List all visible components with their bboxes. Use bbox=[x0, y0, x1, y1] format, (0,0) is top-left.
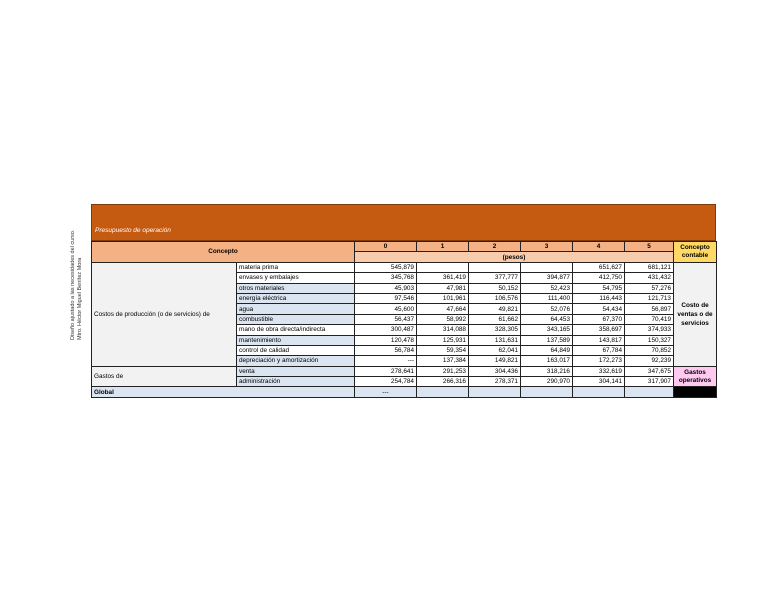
value-cell[interactable]: 54,434 bbox=[573, 304, 625, 314]
value-cell[interactable]: 111,400 bbox=[521, 293, 573, 303]
row-label: otros materiales bbox=[237, 283, 355, 293]
value-cell[interactable]: --- bbox=[355, 356, 417, 366]
value-cell[interactable]: 412,750 bbox=[573, 273, 625, 283]
value-cell[interactable]: 97,546 bbox=[355, 293, 417, 303]
year-header: 2 bbox=[469, 242, 521, 252]
value-cell[interactable]: 328,305 bbox=[469, 325, 521, 335]
value-cell[interactable]: 120,478 bbox=[355, 335, 417, 345]
value-cell[interactable]: 70,419 bbox=[625, 314, 674, 324]
value-cell[interactable]: 304,436 bbox=[469, 366, 521, 376]
value-cell[interactable]: 50,152 bbox=[469, 283, 521, 293]
value-cell[interactable]: 47,981 bbox=[417, 283, 469, 293]
value-cell[interactable]: 361,419 bbox=[417, 273, 469, 283]
year-header: 5 bbox=[625, 242, 674, 252]
value-cell[interactable]: 59,354 bbox=[417, 345, 469, 355]
value-cell[interactable]: 266,316 bbox=[417, 377, 469, 387]
value-cell[interactable]: 52,423 bbox=[521, 283, 573, 293]
account-costo-ventas: Costo de ventas o de servicios bbox=[674, 262, 717, 366]
value-cell[interactable]: 70,852 bbox=[625, 345, 674, 355]
value-cell[interactable]: 278,371 bbox=[469, 377, 521, 387]
value-cell[interactable]: 45,903 bbox=[355, 283, 417, 293]
year-header: 1 bbox=[417, 242, 469, 252]
value-cell[interactable]: 56,897 bbox=[625, 304, 674, 314]
units-label: (pesos) bbox=[355, 252, 674, 262]
value-cell[interactable]: 347,675 bbox=[625, 366, 674, 376]
value-cell[interactable]: 278,641 bbox=[355, 366, 417, 376]
value-cell[interactable]: 545,879 bbox=[355, 262, 417, 272]
year-header: 3 bbox=[521, 242, 573, 252]
value-cell[interactable]: 125,931 bbox=[417, 335, 469, 345]
global-value-cell[interactable] bbox=[625, 387, 674, 397]
global-value-cell[interactable] bbox=[469, 387, 521, 397]
row-label: agua bbox=[237, 304, 355, 314]
global-account-cell bbox=[674, 387, 717, 397]
value-cell[interactable]: 67,784 bbox=[573, 345, 625, 355]
value-cell[interactable]: 58,992 bbox=[417, 314, 469, 324]
value-cell[interactable]: 47,664 bbox=[417, 304, 469, 314]
row-label: energía eléctrica bbox=[237, 293, 355, 303]
value-cell[interactable]: 149,821 bbox=[469, 356, 521, 366]
year-header: 4 bbox=[573, 242, 625, 252]
value-cell[interactable] bbox=[469, 262, 521, 272]
value-cell[interactable]: 317,907 bbox=[625, 377, 674, 387]
row-label: venta bbox=[237, 366, 355, 376]
value-cell[interactable]: 57,276 bbox=[625, 283, 674, 293]
value-cell[interactable]: 314,088 bbox=[417, 325, 469, 335]
row-label: control de calidad bbox=[237, 345, 355, 355]
concepto-header: Concepto bbox=[92, 242, 355, 263]
concepto-contable-header: Concepto contable bbox=[674, 242, 717, 263]
value-cell[interactable]: 116,443 bbox=[573, 293, 625, 303]
value-cell[interactable]: 143,817 bbox=[573, 335, 625, 345]
value-cell[interactable]: 61,662 bbox=[469, 314, 521, 324]
value-cell[interactable]: 121,713 bbox=[625, 293, 674, 303]
row-label: administración bbox=[237, 377, 355, 387]
global-row bbox=[92, 387, 717, 397]
account-gastos-operativos: Gastos operativos bbox=[674, 366, 717, 387]
value-cell[interactable]: 374,933 bbox=[625, 325, 674, 335]
value-cell[interactable]: 300,487 bbox=[355, 325, 417, 335]
budget-sheet bbox=[91, 204, 716, 398]
value-cell[interactable]: 64,849 bbox=[521, 345, 573, 355]
value-cell[interactable]: 343,165 bbox=[521, 325, 573, 335]
value-cell[interactable]: 431,432 bbox=[625, 273, 674, 283]
value-cell[interactable] bbox=[521, 262, 573, 272]
value-cell[interactable]: 345,768 bbox=[355, 273, 417, 283]
value-cell[interactable]: 150,327 bbox=[625, 335, 674, 345]
value-cell[interactable]: 54,795 bbox=[573, 283, 625, 293]
global-value-cell[interactable] bbox=[573, 387, 625, 397]
side-note-line-1: Diseño ajustado a las necesidades del curso. bbox=[70, 229, 76, 340]
value-cell[interactable]: 291,253 bbox=[417, 366, 469, 376]
table-row bbox=[92, 262, 717, 272]
value-cell[interactable]: 56,437 bbox=[355, 314, 417, 324]
value-cell[interactable]: 332,619 bbox=[573, 366, 625, 376]
value-cell[interactable]: 106,576 bbox=[469, 293, 521, 303]
value-cell[interactable]: 254,784 bbox=[355, 377, 417, 387]
value-cell[interactable]: 101,961 bbox=[417, 293, 469, 303]
value-cell[interactable]: 67,370 bbox=[573, 314, 625, 324]
value-cell[interactable]: 137,384 bbox=[417, 356, 469, 366]
value-cell[interactable]: 64,453 bbox=[521, 314, 573, 324]
value-cell[interactable]: 394,877 bbox=[521, 273, 573, 283]
value-cell[interactable]: 681,121 bbox=[625, 262, 674, 272]
row-label: depreciación y amortización bbox=[237, 356, 355, 366]
global-value-cell[interactable]: --- bbox=[355, 387, 417, 397]
side-note-line-2: Mtro. Héctor Miguel Benítez Mora bbox=[77, 257, 84, 340]
row-label: mantenimiento bbox=[237, 335, 355, 345]
costos-group-label: Costos de producción (o de servicios) de bbox=[92, 262, 237, 366]
value-cell[interactable]: 651,627 bbox=[573, 262, 625, 272]
value-cell[interactable]: 358,697 bbox=[573, 325, 625, 335]
value-cell[interactable]: 304,141 bbox=[573, 377, 625, 387]
table-row bbox=[92, 366, 717, 376]
value-cell[interactable]: 137,589 bbox=[521, 335, 573, 345]
value-cell[interactable]: 52,076 bbox=[521, 304, 573, 314]
side-note bbox=[70, 220, 84, 340]
value-cell[interactable]: 131,631 bbox=[469, 335, 521, 345]
gastos-group-label: Gastos de bbox=[92, 366, 237, 387]
row-label: materia prima bbox=[237, 262, 355, 272]
value-cell[interactable]: 163,017 bbox=[521, 356, 573, 366]
global-value-cell[interactable] bbox=[417, 387, 469, 397]
global-value-cell[interactable] bbox=[521, 387, 573, 397]
value-cell[interactable]: 377,777 bbox=[469, 273, 521, 283]
row-label: combustible bbox=[237, 314, 355, 324]
budget-table bbox=[91, 241, 717, 398]
value-cell[interactable]: 49,821 bbox=[469, 304, 521, 314]
value-cell[interactable] bbox=[417, 262, 469, 272]
value-cell[interactable]: 56,784 bbox=[355, 345, 417, 355]
value-cell[interactable]: 92,239 bbox=[625, 356, 674, 366]
row-label: envases y embalajes bbox=[237, 273, 355, 283]
value-cell[interactable]: 290,970 bbox=[521, 377, 573, 387]
title-banner bbox=[91, 204, 716, 241]
header-row bbox=[92, 242, 717, 252]
value-cell[interactable]: 318,216 bbox=[521, 366, 573, 376]
global-label: Global bbox=[92, 387, 355, 397]
sheet-title: Presupuesto de operación bbox=[95, 227, 171, 234]
value-cell[interactable]: 62,041 bbox=[469, 345, 521, 355]
year-header: 0 bbox=[355, 242, 417, 252]
value-cell[interactable]: 172,273 bbox=[573, 356, 625, 366]
row-label: mano de obra directa/indirecta bbox=[237, 325, 355, 335]
value-cell[interactable]: 45,600 bbox=[355, 304, 417, 314]
